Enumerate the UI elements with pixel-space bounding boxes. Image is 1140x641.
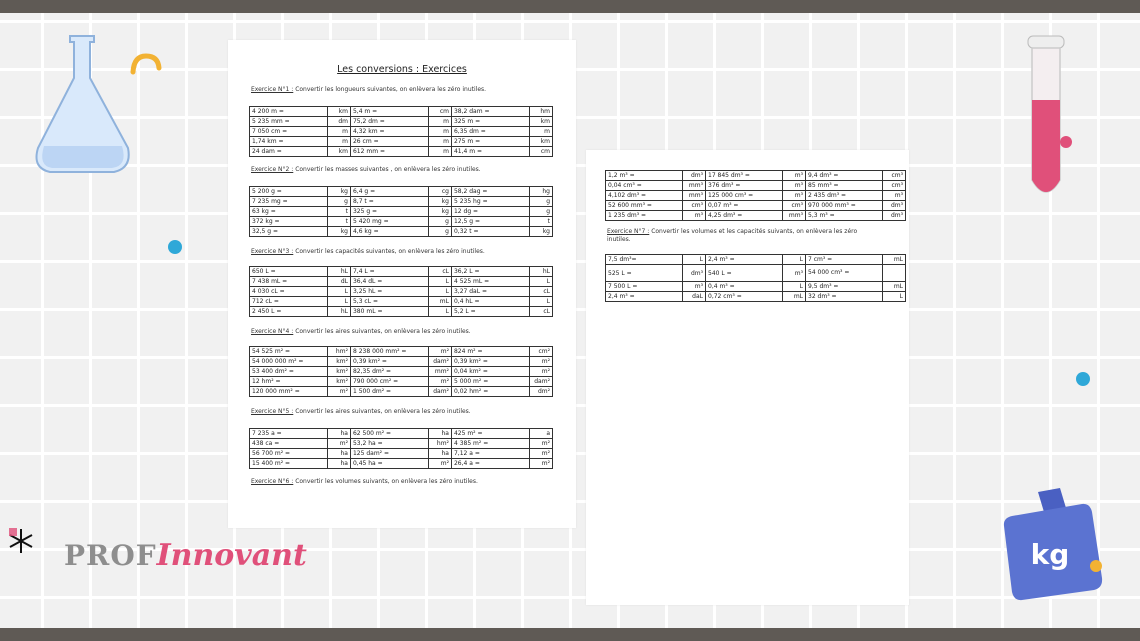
exercise-1-instruction: Exercice N°1 : Convertir les longueurs suivantes, on enlèvera les zéro inutiles. <box>251 86 487 93</box>
blue-dot-icon <box>1076 372 1090 386</box>
table-row <box>250 107 553 117</box>
question-cell: 7,5 dm³= <box>606 255 683 265</box>
table-row <box>250 297 553 307</box>
table-row <box>250 377 553 387</box>
unit-cell: dm² <box>529 387 552 397</box>
table-row <box>606 292 906 302</box>
table-row <box>250 117 553 127</box>
question-cell: 5,4 m = <box>350 107 428 117</box>
question-cell: 3,27 daL = <box>451 287 529 297</box>
unit-cell: cm <box>529 147 552 157</box>
unit-cell: kg <box>428 207 451 217</box>
question-cell: 17 845 dm³ = <box>706 171 783 181</box>
table-row <box>606 201 906 211</box>
question-cell: 1,74 km = <box>250 137 328 147</box>
unit-cell: hm <box>529 107 552 117</box>
table-row <box>606 255 906 265</box>
question-cell: 4,102 dm³ = <box>606 191 683 201</box>
question-cell: 1 235 dm³ = <box>606 211 683 221</box>
question-cell: 54 000 cm³ = <box>806 265 883 282</box>
unit-cell: km <box>529 117 552 127</box>
question-cell: 325 m = <box>451 117 529 127</box>
unit-cell: m³ <box>683 211 706 221</box>
table-row <box>250 347 553 357</box>
question-cell: 712 cL = <box>250 297 328 307</box>
unit-cell: cL <box>529 307 552 317</box>
question-cell: 5 000 m² = <box>451 377 529 387</box>
unit-cell: m² <box>529 357 552 367</box>
test-tube-icon <box>1010 30 1080 210</box>
question-cell: 5 200 g = <box>250 187 328 197</box>
table-row <box>250 449 553 459</box>
unit-cell: cL <box>428 267 451 277</box>
unit-cell: ha <box>327 429 350 439</box>
question-cell: 372 kg = <box>250 217 328 227</box>
unit-cell: cm³ <box>683 201 706 211</box>
question-cell: 7,4 L = <box>350 267 428 277</box>
question-cell: 58,2 dag = <box>451 187 529 197</box>
unit-cell: ha <box>327 449 350 459</box>
question-cell: 0,07 m³ = <box>706 201 783 211</box>
unit-cell: ha <box>428 429 451 439</box>
unit-cell: mm³ <box>683 191 706 201</box>
question-cell: 7 cm³ = <box>806 255 883 265</box>
unit-cell: kg <box>529 227 552 237</box>
question-cell: 2 435 dm³ = <box>806 191 883 201</box>
unit-cell: dm <box>327 117 350 127</box>
unit-cell: daL <box>683 292 706 302</box>
unit-cell: km² <box>327 377 350 387</box>
yellow-squiggle-icon <box>128 50 164 78</box>
exercise-7-table <box>605 254 906 302</box>
table-row <box>250 127 553 137</box>
unit-cell: kg <box>327 187 350 197</box>
question-cell: 8 238 000 mm² = <box>350 347 428 357</box>
unit-cell: m <box>327 127 350 137</box>
page-title: Les conversions : Exercices <box>337 64 467 75</box>
unit-cell: kg <box>327 227 350 237</box>
unit-cell: mL <box>883 282 906 292</box>
asterisk-icon <box>6 526 36 556</box>
question-cell: 2,4 m³ = <box>706 255 783 265</box>
unit-cell: mL <box>883 255 906 265</box>
question-cell: 125 000 cm³ = <box>706 191 783 201</box>
unit-cell: km <box>529 137 552 147</box>
table-row <box>250 267 553 277</box>
unit-cell: g <box>529 207 552 217</box>
logo-prof: PROF <box>64 539 157 572</box>
unit-cell: m <box>428 127 451 137</box>
exercise-4-table <box>249 346 553 397</box>
unit-cell: hL <box>529 267 552 277</box>
question-cell: 53 400 dm² = <box>250 367 328 377</box>
unit-cell: m <box>428 117 451 127</box>
question-cell: 5,3 cL = <box>350 297 428 307</box>
table-row <box>250 277 553 287</box>
unit-cell: m² <box>529 439 552 449</box>
unit-cell: cm³ <box>883 181 906 191</box>
question-cell: 36,4 dL = <box>350 277 428 287</box>
logo-innovant: Innovant <box>156 538 307 573</box>
question-cell: 4,32 km = <box>350 127 428 137</box>
unit-cell: L <box>327 297 350 307</box>
question-cell: 790 000 cm² = <box>350 377 428 387</box>
profinnovant-logo <box>64 538 307 573</box>
table-row <box>250 217 553 227</box>
question-cell: 425 m² = <box>451 429 529 439</box>
unit-cell: kg <box>428 197 451 207</box>
question-cell: 120 000 mm² = <box>250 387 328 397</box>
unit-cell: m³ <box>783 191 806 201</box>
unit-cell: dam² <box>529 377 552 387</box>
unit-cell: hL <box>327 267 350 277</box>
exercise-7-instruction: Exercice N°7 : Convertir les volumes et les capacités suivants, on enlèvera les zéro <box>607 228 858 235</box>
question-cell: 32,5 g = <box>250 227 328 237</box>
unit-cell: km <box>327 147 350 157</box>
unit-cell: dam² <box>428 387 451 397</box>
unit-cell: m² <box>529 459 552 469</box>
question-cell: 970 000 mm³ = <box>806 201 883 211</box>
unit-cell: mm² <box>428 367 451 377</box>
table-row <box>250 137 553 147</box>
question-cell: 0,39 km² = <box>350 357 428 367</box>
unit-cell: L <box>783 282 806 292</box>
unit-cell: g <box>428 217 451 227</box>
unit-cell: g <box>529 197 552 207</box>
unit-cell: cm <box>428 107 451 117</box>
unit-cell: dm³ <box>883 211 906 221</box>
question-cell: 380 mL = <box>350 307 428 317</box>
unit-cell: a <box>529 429 552 439</box>
table-row <box>606 282 906 292</box>
flask-icon <box>28 28 140 178</box>
question-cell: 24 dam = <box>250 147 328 157</box>
question-cell: 325 g = <box>350 207 428 217</box>
table-row <box>250 147 553 157</box>
question-cell: 7,12 a = <box>451 449 529 459</box>
question-cell: 12 hm² = <box>250 377 328 387</box>
question-cell: 6,4 g = <box>350 187 428 197</box>
table-row <box>250 429 553 439</box>
question-cell: 63 kg = <box>250 207 328 217</box>
question-cell: 0,02 hm² = <box>451 387 529 397</box>
table-row <box>250 307 553 317</box>
unit-cell: dm³ <box>683 265 706 282</box>
question-cell: 26,4 a = <box>451 459 529 469</box>
question-cell: 540 L = <box>706 265 783 282</box>
unit-cell: m³ <box>783 181 806 191</box>
unit-cell: m² <box>428 459 451 469</box>
unit-cell: m <box>327 137 350 147</box>
question-cell: 32 dm³ = <box>806 292 883 302</box>
question-cell: 0,32 t = <box>451 227 529 237</box>
unit-cell: L <box>327 287 350 297</box>
unit-cell: hL <box>327 307 350 317</box>
unit-cell: hm² <box>327 347 350 357</box>
exercise-4-instruction: Exercice N°4 : Convertir les aires suivantes, on enlèvera les zéro inutiles. <box>251 328 471 335</box>
unit-cell: km <box>327 107 350 117</box>
unit-cell: L <box>428 287 451 297</box>
exercise-6-table <box>605 170 906 221</box>
question-cell: 0,04 cm³ = <box>606 181 683 191</box>
question-cell: 275 m = <box>451 137 529 147</box>
unit-cell: dL <box>327 277 350 287</box>
question-cell: 4 385 m² = <box>451 439 529 449</box>
table-row <box>250 459 553 469</box>
unit-cell: g <box>327 197 350 207</box>
question-cell: 0,39 km² = <box>451 357 529 367</box>
unit-cell: m <box>428 137 451 147</box>
unit-cell: cm² <box>529 347 552 357</box>
question-cell: 5 420 mg = <box>350 217 428 227</box>
question-cell: 0,4 hL = <box>451 297 529 307</box>
question-cell: 438 ca = <box>250 439 328 449</box>
question-cell: 12,5 g = <box>451 217 529 227</box>
unit-cell: L <box>428 277 451 287</box>
question-cell: 7 050 cm = <box>250 127 328 137</box>
question-cell: 4 525 mL = <box>451 277 529 287</box>
table-row <box>250 387 553 397</box>
table-row <box>250 367 553 377</box>
unit-cell: mL <box>783 292 806 302</box>
question-cell: 9,5 dm³ = <box>806 282 883 292</box>
unit-cell: m² <box>428 377 451 387</box>
bottom-bar <box>0 628 1140 641</box>
table-row <box>250 207 553 217</box>
unit-cell: cL <box>529 287 552 297</box>
unit-cell: m³ <box>683 282 706 292</box>
unit-cell: mm³ <box>783 211 806 221</box>
table-row <box>250 439 553 449</box>
question-cell: 650 L = <box>250 267 328 277</box>
question-cell: 82,35 dm² = <box>350 367 428 377</box>
question-cell: 0,45 ha = <box>350 459 428 469</box>
kg-label: kg <box>1030 538 1070 571</box>
exercise-3-table <box>249 266 553 317</box>
question-cell: 9,4 dm³ = <box>806 171 883 181</box>
unit-cell: dm³ <box>883 201 906 211</box>
unit-cell: L <box>883 292 906 302</box>
unit-cell: m² <box>529 367 552 377</box>
table-row <box>606 171 906 181</box>
unit-cell: m³ <box>783 265 806 282</box>
question-cell: 6,35 dm = <box>451 127 529 137</box>
question-cell: 5 235 hg = <box>451 197 529 207</box>
unit-cell: m³ <box>783 171 806 181</box>
unit-cell <box>883 265 906 282</box>
unit-cell: L <box>428 307 451 317</box>
question-cell: 5,3 m³ = <box>806 211 883 221</box>
unit-cell: km² <box>327 357 350 367</box>
question-cell: 7 438 mL = <box>250 277 328 287</box>
question-cell: 15 400 m² = <box>250 459 328 469</box>
exercise-6-instruction: Exercice N°6 : Convertir les volumes suivants, on enlèvera les zéro inutiles. <box>251 478 478 485</box>
question-cell: 7 235 mg = <box>250 197 328 207</box>
unit-cell: m² <box>428 347 451 357</box>
question-cell: 2 450 L = <box>250 307 328 317</box>
question-cell: 525 L = <box>606 265 683 282</box>
question-cell: 5 235 mm = <box>250 117 328 127</box>
unit-cell: m <box>529 127 552 137</box>
worksheet-page-2 <box>586 150 909 605</box>
table-row <box>250 227 553 237</box>
question-cell: 54 000 000 m² = <box>250 357 328 367</box>
question-cell: 1,2 m³ = <box>606 171 683 181</box>
unit-cell: L <box>683 255 706 265</box>
unit-cell: cg <box>428 187 451 197</box>
unit-cell: dm³ <box>683 171 706 181</box>
question-cell: 75,2 dm = <box>350 117 428 127</box>
question-cell: 4 200 m = <box>250 107 328 117</box>
unit-cell: cm³ <box>783 201 806 211</box>
question-cell: 5,2 L = <box>451 307 529 317</box>
unit-cell: m² <box>327 439 350 449</box>
unit-cell: cm³ <box>883 171 906 181</box>
question-cell: 12 dg = <box>451 207 529 217</box>
unit-cell: hg <box>529 187 552 197</box>
question-cell: 52 600 mm³ = <box>606 201 683 211</box>
question-cell: 0,4 m³ = <box>706 282 783 292</box>
question-cell: 41,4 m = <box>451 147 529 157</box>
unit-cell: m² <box>327 387 350 397</box>
table-row <box>606 191 906 201</box>
exercise-5-instruction: Exercice N°5 : Convertir les aires suivantes, on enlèvera les zéro inutiles. <box>251 408 471 415</box>
unit-cell: mm³ <box>683 181 706 191</box>
unit-cell: m³ <box>883 191 906 201</box>
exercise-2-instruction: Exercice N°2 : Convertir les masses suivantes , on enlèvera les zéro inutiles. <box>251 166 481 173</box>
question-cell: 4 030 cL = <box>250 287 328 297</box>
exercise-3-instruction: Exercice N°3 : Convertir les capacités suivantes, on enlèvera les zéro inutiles. <box>251 248 485 255</box>
table-row <box>250 357 553 367</box>
unit-cell: t <box>529 217 552 227</box>
blue-dot-icon <box>168 240 182 254</box>
kg-weight-icon <box>998 486 1108 606</box>
top-bar <box>0 0 1140 13</box>
question-cell: 1 500 dm² = <box>350 387 428 397</box>
table-row <box>606 181 906 191</box>
question-cell: 376 dm³ = <box>706 181 783 191</box>
unit-cell: km² <box>327 367 350 377</box>
question-cell: 824 m² = <box>451 347 529 357</box>
table-row <box>250 197 553 207</box>
unit-cell: L <box>783 255 806 265</box>
table-row <box>250 187 553 197</box>
question-cell: 56 700 m² = <box>250 449 328 459</box>
worksheet-page-1 <box>228 40 576 528</box>
unit-cell: m <box>428 147 451 157</box>
question-cell: 612 mm = <box>350 147 428 157</box>
question-cell: 36,2 L = <box>451 267 529 277</box>
exercise-2-table <box>249 186 553 237</box>
question-cell: 62 500 m² = <box>350 429 428 439</box>
question-cell: 7 235 a = <box>250 429 328 439</box>
unit-cell: ha <box>327 459 350 469</box>
unit-cell: t <box>327 217 350 227</box>
question-cell: 7 500 L = <box>606 282 683 292</box>
unit-cell: m² <box>529 449 552 459</box>
question-cell: 85 mm³ = <box>806 181 883 191</box>
question-cell: 54 525 m² = <box>250 347 328 357</box>
exercise-7-instruction-cont: inutiles. <box>607 236 631 243</box>
question-cell: 125 dam² = <box>350 449 428 459</box>
question-cell: 38,2 dam = <box>451 107 529 117</box>
table-row <box>250 287 553 297</box>
unit-cell: g <box>428 227 451 237</box>
exercise-1-table <box>249 106 553 157</box>
unit-cell: L <box>529 297 552 307</box>
question-cell: 4,25 dm³ = <box>706 211 783 221</box>
question-cell: 0,04 km² = <box>451 367 529 377</box>
question-cell: 2,4 m³ = <box>606 292 683 302</box>
table-row <box>606 265 906 282</box>
question-cell: 26 cm = <box>350 137 428 147</box>
question-cell: 4,6 kg = <box>350 227 428 237</box>
unit-cell: mL <box>428 297 451 307</box>
table-row <box>606 211 906 221</box>
unit-cell: t <box>327 207 350 217</box>
question-cell: 3,25 hL = <box>350 287 428 297</box>
unit-cell: dam² <box>428 357 451 367</box>
question-cell: 0,72 cm³ = <box>706 292 783 302</box>
question-cell: 53,2 ha = <box>350 439 428 449</box>
unit-cell: L <box>529 277 552 287</box>
unit-cell: hm² <box>428 439 451 449</box>
unit-cell: ha <box>428 449 451 459</box>
question-cell: 8,7 t = <box>350 197 428 207</box>
exercise-5-table <box>249 428 553 469</box>
